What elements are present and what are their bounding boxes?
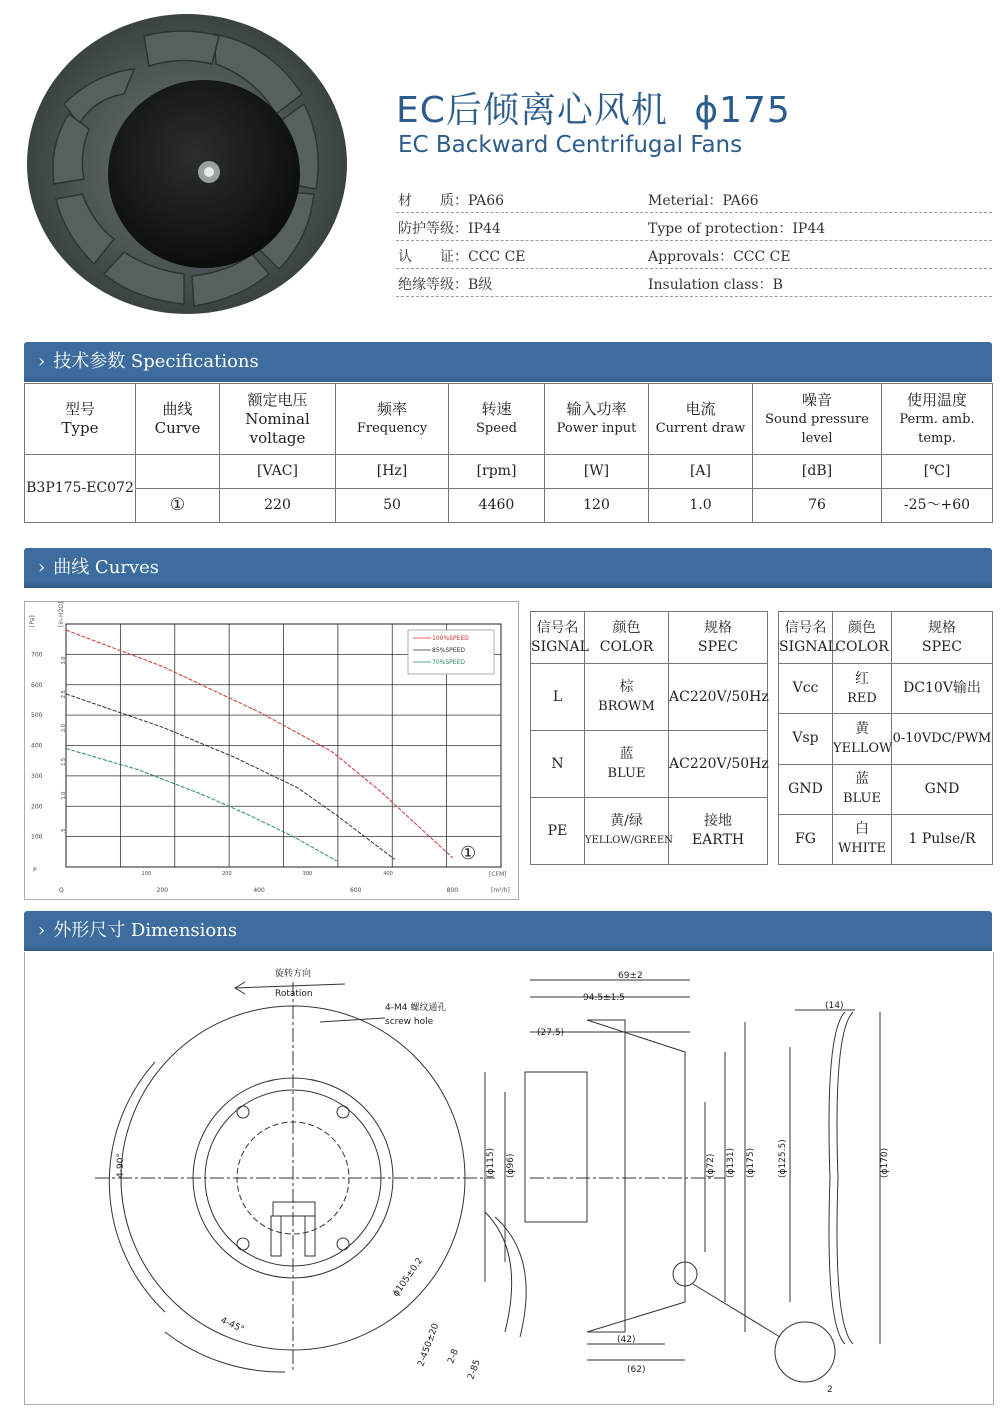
property-cn: 材 质：PA66 <box>398 193 505 209</box>
signal-name: GND <box>779 764 833 814</box>
signal-header-cell: 信号名 SIGNAL <box>531 612 585 664</box>
series-line <box>66 630 453 858</box>
y-axis-label: [Pa] <box>29 615 36 627</box>
signal-name: FG <box>779 814 833 864</box>
chevron-right-icon: › <box>38 557 46 578</box>
signal-spec: 接地 EARTH <box>669 798 768 865</box>
legend-label: 70%SPEED <box>432 659 465 666</box>
unit-cell: [W] <box>545 455 649 489</box>
chart-svg <box>25 602 518 899</box>
signal-row <box>779 714 993 764</box>
dim-14: (14) <box>825 1001 844 1011</box>
signal-name: L <box>531 664 585 731</box>
signal-color: 红 RED <box>833 664 892 714</box>
dim-62: (62) <box>627 1365 646 1375</box>
signal-header-cell: 规格 SPEC <box>669 612 768 664</box>
cable-length-label: 2-450±20 <box>416 1322 442 1369</box>
signal-spec: AC220V/50Hz <box>669 664 768 731</box>
signal-color: 蓝 BLUE <box>833 764 892 814</box>
y-tick-label: 400 <box>31 742 43 750</box>
cable-end-label: 2-85 <box>466 1358 483 1382</box>
signal-row <box>531 731 768 798</box>
signal-row <box>779 814 993 864</box>
spec-header-cell: 使用温度 Perm. amb. temp. <box>882 384 993 455</box>
property-en: Insulation class：B <box>648 277 783 293</box>
signal-spec: 0-10VDC/PWM <box>892 714 993 764</box>
section-title: 技术参数 Specifications <box>53 351 259 372</box>
signal-spec: GND <box>892 764 993 814</box>
spec-header-cell: 噪音 Sound pressure level <box>753 384 882 455</box>
unit-cell: [VAC] <box>220 455 336 489</box>
y-tick-label: 600 <box>31 681 43 689</box>
property-row <box>396 186 992 213</box>
signal-name: N <box>531 731 585 798</box>
value-cell: ① <box>136 489 220 523</box>
x-tick-label: 400 <box>253 887 265 894</box>
series-line <box>66 694 395 860</box>
x-tick-label: 800 <box>446 887 459 894</box>
empty-cell <box>136 455 220 489</box>
dim-96: (ϕ96) <box>506 1153 516 1178</box>
signal-header-cell: 颜色 COLOR <box>585 612 669 664</box>
legend-label: 85%SPEED <box>432 647 465 654</box>
signal-name: Vsp <box>779 714 833 764</box>
value-cell: 50 <box>336 489 449 523</box>
property-cn: 绝缘等级：B级 <box>398 277 493 293</box>
x-tick-label: Q <box>59 887 64 894</box>
y-tick-label: 300 <box>31 772 43 780</box>
pcd-label: ϕ105±0.2 <box>391 1256 426 1299</box>
dim-170: (ϕ170) <box>880 1147 890 1178</box>
value-cell: 1.0 <box>649 489 753 523</box>
spec-header-cell: 型号 Type <box>25 384 136 455</box>
y-alt-tick-label: 2.5 <box>61 690 67 699</box>
cable-strip-label: 2-8 <box>446 1347 461 1366</box>
x-tick-label: 200 <box>156 887 169 894</box>
unit-cell: [dB] <box>753 455 882 489</box>
chevron-right-icon: › <box>38 351 46 372</box>
x-axis-label: [m³/h] <box>491 887 510 894</box>
cfm-tick-label: 200 <box>222 871 232 877</box>
signal-header-cell: 颜色 COLOR <box>833 612 892 664</box>
y-tick-label: 500 <box>31 712 43 720</box>
series-line <box>66 749 337 861</box>
title-cn-text: EC后倾离心风机 <box>396 90 668 131</box>
x-tick-label: 600 <box>350 887 362 894</box>
signal-spec: 1 Pulse/R <box>892 814 993 864</box>
section-bar-dimensions <box>24 911 992 951</box>
value-cell: -25～+60 <box>882 489 993 523</box>
performance-chart <box>24 601 519 900</box>
signal-table-ac <box>530 611 768 865</box>
signal-color: 棕 BROWM <box>585 664 669 731</box>
signal-color: 黄 YELLOW <box>833 714 892 764</box>
signal-header-row <box>779 612 993 664</box>
signal-header-cell: 规格 SPEC <box>892 612 993 664</box>
spec-header-cell: 电流 Current draw <box>649 384 753 455</box>
property-cn: 认 证：CCC CE <box>398 249 526 265</box>
spec-table <box>24 383 993 523</box>
signal-color: 白 WHITE <box>833 814 892 864</box>
title-size-text: ϕ175 <box>694 90 791 131</box>
signal-color: 蓝 BLUE <box>585 731 669 798</box>
property-row <box>396 214 992 241</box>
signal-header-cell: 信号名 SIGNAL <box>779 612 833 664</box>
signal-table-dc <box>778 611 993 865</box>
cfm-unit-label: [CFM] <box>489 871 507 878</box>
spec-header-cell: 曲线 Curve <box>136 384 220 455</box>
spec-header-cell: 输入功率 Power input <box>545 384 649 455</box>
unit-cell: [rpm] <box>449 455 545 489</box>
legend-label: 100%SPEED <box>432 635 469 642</box>
property-row <box>396 270 992 297</box>
cfm-tick-label: 100 <box>141 871 152 877</box>
dim-42: (42) <box>617 1335 636 1345</box>
page-subtitle: EC Backward Centrifugal Fans <box>398 132 743 158</box>
page-title <box>396 82 791 133</box>
spec-value-row <box>25 489 993 523</box>
spec-header-cell: 额定电压 Nominal voltage <box>220 384 336 455</box>
signal-color: 黄/绿 YELLOW/GREEN <box>585 798 669 865</box>
dim-175: (ϕ175) <box>746 1147 756 1178</box>
signal-spec: DC10V输出 <box>892 664 993 714</box>
property-cn: 防护等级：IP44 <box>398 221 501 237</box>
curve-marker: ① <box>460 843 477 864</box>
value-cell: 120 <box>545 489 649 523</box>
signal-name: PE <box>531 798 585 865</box>
dim-125: (ϕ125.5) <box>778 1139 788 1178</box>
angle-90-label: 4-90° <box>116 1153 126 1178</box>
screw-label-en: screw hole <box>385 1017 434 1027</box>
spec-units-row <box>25 455 993 489</box>
dim-131: (ϕ131) <box>726 1147 736 1178</box>
unit-cell: [A] <box>649 455 753 489</box>
y-tick-label: 200 <box>31 803 43 811</box>
property-en: Approvals：CCC CE <box>648 249 791 265</box>
value-cell: 220 <box>220 489 336 523</box>
dim-72: (ϕ72) <box>706 1153 716 1178</box>
dim-115: (ϕ115) <box>486 1147 496 1178</box>
y-alt-axis-label: [in-H2O] <box>58 602 65 627</box>
rotation-label-en: Rotation <box>275 989 313 999</box>
y-alt-tick-label: .5 <box>61 828 67 834</box>
signal-name: Vcc <box>779 664 833 714</box>
section-bar-specifications <box>24 342 992 382</box>
signal-row <box>779 764 993 814</box>
spec-header-cell: 转速 Speed <box>449 384 545 455</box>
value-cell: 76 <box>753 489 882 523</box>
signal-row <box>779 664 993 714</box>
cfm-tick-label: 300 <box>302 871 313 877</box>
dimension-svg <box>25 952 993 1404</box>
y-alt-tick-label: 1.0 <box>61 791 67 800</box>
property-en: Meterial：PA66 <box>648 193 759 209</box>
y-tick-label: 100 <box>31 833 43 841</box>
y-alt-tick-label: 3.0 <box>61 656 67 665</box>
section-title: 曲线 Curves <box>53 557 159 578</box>
rotation-label-cn: 旋转方向 <box>275 969 312 979</box>
signal-header-row <box>531 612 768 664</box>
fan-product-image <box>24 14 350 318</box>
dim-94: 94.5±1.5 <box>583 993 625 1003</box>
dim-27: (27.5) <box>537 1028 565 1038</box>
dim-2: 2 <box>827 1385 833 1395</box>
y-tick-label: 700 <box>31 651 43 659</box>
section-title: 外形尺寸 Dimensions <box>53 920 238 941</box>
unit-cell: [Hz] <box>336 455 449 489</box>
signal-row <box>531 664 768 731</box>
value-cell: 4460 <box>449 489 545 523</box>
signal-spec: AC220V/50Hz <box>669 731 768 798</box>
cfm-tick-label: 400 <box>383 871 393 877</box>
screw-label-cn: 4-M4 螺纹通孔 <box>385 1003 447 1013</box>
property-en: Type of protection：IP44 <box>648 221 826 237</box>
spec-header-row <box>25 384 993 455</box>
y-axis-marker: P <box>33 867 37 874</box>
unit-cell: [℃] <box>882 455 993 489</box>
dimension-drawing <box>24 952 994 1405</box>
dim-69: 69±2 <box>618 971 643 981</box>
chevron-right-icon: › <box>38 920 46 941</box>
model-cell: B3P175-EC072 <box>25 455 136 523</box>
signal-row <box>531 798 768 865</box>
y-alt-tick-label: 1.5 <box>61 757 67 766</box>
y-alt-tick-label: 2.0 <box>61 724 67 732</box>
angle-45-label: 4-45° <box>218 1315 246 1336</box>
spec-header-cell: 频率 Frequency <box>336 384 449 455</box>
property-row <box>396 242 992 269</box>
section-bar-curves <box>24 548 992 588</box>
